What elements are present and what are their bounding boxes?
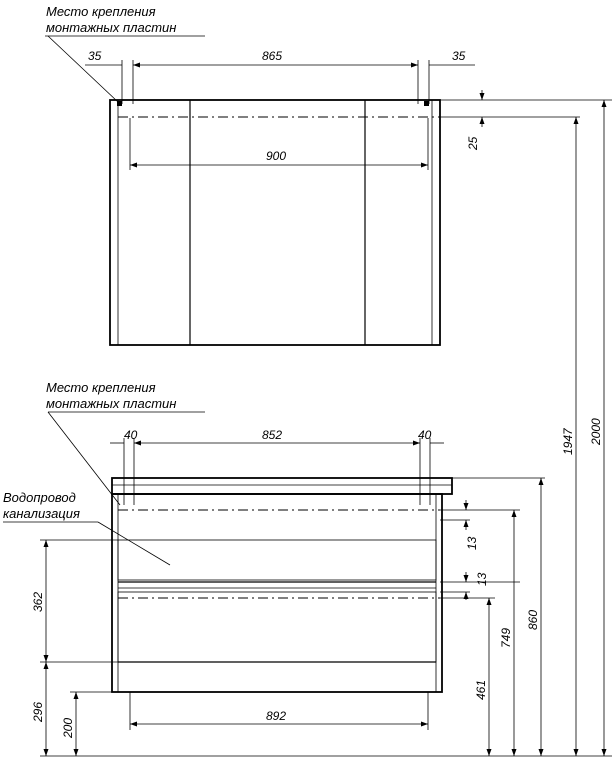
mount-bottom-label-line1: Место крепления	[46, 380, 156, 395]
dim-cab-top-height: 749	[499, 627, 513, 648]
vanity-dim-lines	[110, 438, 444, 730]
dim-pipe-bottom: 296	[31, 701, 45, 722]
dim-mirror-width: 900	[266, 149, 287, 163]
dim-mirror-top-offset: 25	[466, 136, 480, 150]
water-label-line2: канализация	[3, 506, 80, 521]
dim-mirror-top-height: 1947	[561, 428, 575, 455]
dim-gap-lower: 13	[475, 572, 489, 586]
right-dim-lines	[40, 90, 612, 756]
countertop	[112, 478, 452, 494]
dim-pipe-zone: 362	[31, 591, 45, 612]
upper-drawer-hatch	[118, 540, 436, 580]
dim-cab-width: 892	[266, 709, 287, 723]
dim-total-height: 2000	[589, 418, 603, 445]
mount-top-leader	[48, 36, 118, 102]
dim-mirror-span: 865	[262, 49, 283, 63]
dim-mirror-left-offset: 35	[88, 49, 102, 63]
dim-cab-left-offset: 40	[124, 428, 138, 442]
vanity-cabinet	[112, 478, 452, 692]
mount-top-label-line2: монтажных пластин	[46, 20, 177, 35]
left-dim-lines	[40, 540, 118, 756]
mount-top-label-line1: Место крепления	[46, 4, 156, 19]
mirror-cabinet	[110, 100, 440, 345]
dim-mirror-right-offset: 35	[452, 49, 466, 63]
mount-bottom-label-line2: монтажных пластин	[46, 396, 177, 411]
water-leader	[98, 522, 170, 565]
dim-cab-span: 852	[262, 428, 283, 442]
dim-gap-upper: 13	[465, 536, 479, 550]
dim-cab-height: 860	[526, 609, 540, 630]
water-label-line1: Водопровод	[3, 490, 76, 505]
lower-drawer-hatch	[118, 592, 436, 662]
dim-cab-right-offset: 40	[418, 428, 432, 442]
mirror-cabinet-outline	[110, 100, 440, 345]
dim-floor-offset: 200	[61, 717, 75, 738]
dim-cab-bottom-height: 461	[474, 679, 488, 700]
